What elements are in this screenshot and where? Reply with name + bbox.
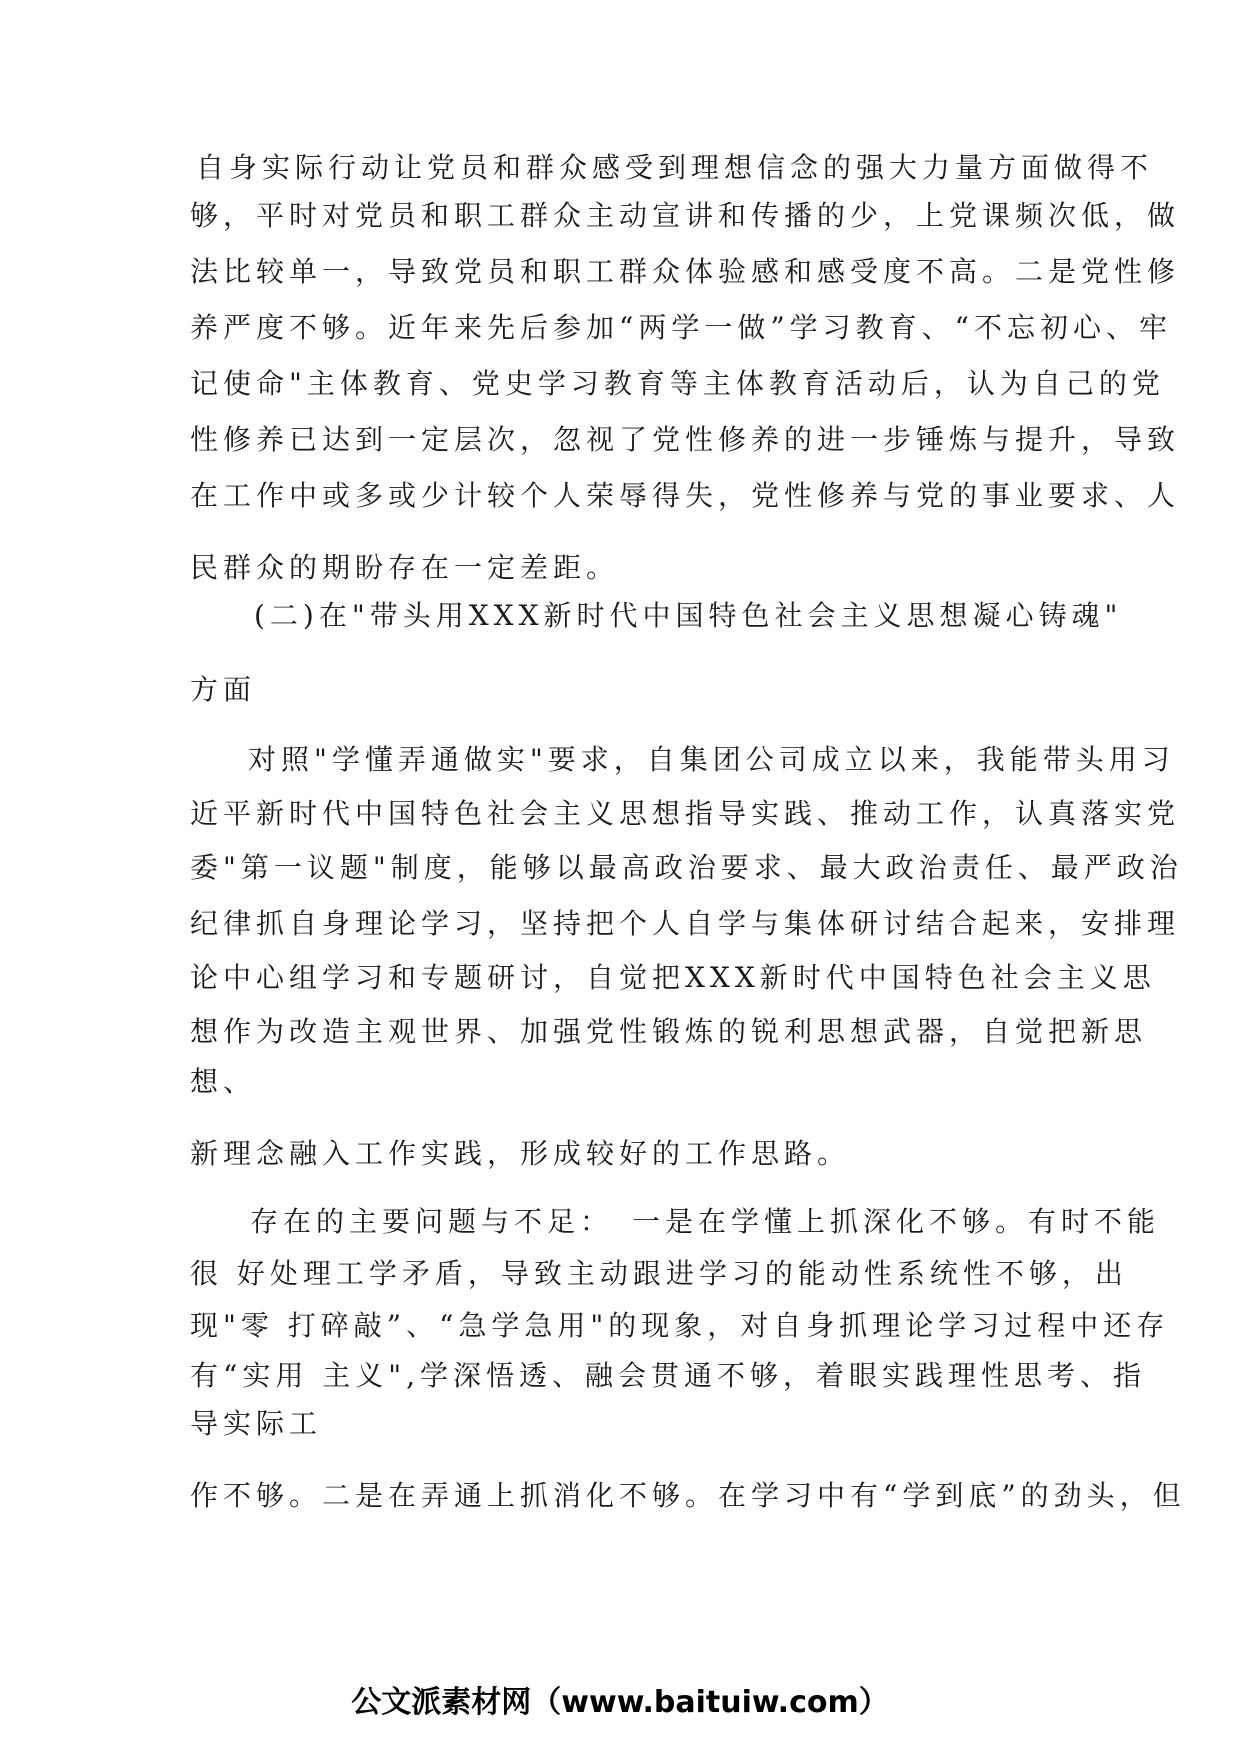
text-line: 很 好处理工学矛盾，导致主动跟进学习的能动性系统性不够，出: [190, 1257, 1128, 1290]
text-line: 记使命"主体教育、党史学习教育等主体教育活动后，认为自己的党: [190, 367, 1165, 400]
text-line: 新理念融入工作实践，形成较好的工作思路。: [190, 1137, 851, 1170]
text-line: 想作为改造主观世界、加强党性锻炼的锐利思想武器，自觉把新思: [190, 1015, 1148, 1048]
section-heading-continuation: 方面: [190, 673, 257, 706]
text-line: 近平新时代中国特色社会主义思想指导实践、推动工作，认真落实党: [190, 797, 1181, 830]
text-line: 想、: [190, 1065, 257, 1098]
text-line: 有“实用 主义",学深悟透、融会贯通不够，着眼实践理性思考、指: [190, 1359, 1146, 1392]
footer-watermark: 公文派素材网（www.baituiw.com）: [351, 1685, 889, 1720]
text-line: 作不够。二是在弄通上抓消化不够。在学习中有“学到底”的劲头，但: [190, 1479, 1186, 1512]
text-line: 委"第一议题"制度，能够以最高政治要求、最大政治责任、最严政治: [190, 851, 1183, 884]
text-line: 在工作中或多或少计较个人荣辱得失，党性修养与党的事业要求、人: [190, 479, 1181, 512]
section-heading: (二)在"带头用XXX新时代中国特色社会主义思想凝心铸魂": [254, 599, 1123, 632]
text-line: 法比较单一，导致党员和职工群众体验感和感受度不高。二是党性修: [190, 255, 1181, 288]
text-line: 性修养已达到一定层次，忽视了党性修养的进一步锤炼与提升，导致: [190, 423, 1181, 456]
text-line: 对照"学懂弄通做实"要求，自集团公司成立以来，我能带头用习: [248, 743, 1175, 776]
text-line: 论中心组学习和专题研讨，自觉把XXX新时代中国特色社会主义思: [190, 961, 1156, 994]
text-line: 养严度不够。近年来先后参加“两学一做”学习教育、“不忘初心、牢: [190, 311, 1172, 344]
text-line: 民群众的期盼存在一定差距。: [190, 551, 620, 584]
text-line: 够，平时对党员和职工群众主动宣讲和传播的少，上党课频次低，做: [190, 199, 1181, 232]
text-line: 导实际工: [190, 1407, 323, 1440]
text-line: 现"零 打碎敲”、“急学急用"的现象，对自身抓理论学习过程中还存: [190, 1309, 1170, 1342]
text-line: 存在的主要问题与不足： 一是在学懂上抓深化不够。有时不能: [250, 1205, 1161, 1238]
text-line: 自身实际行动让党员和群众感受到理想信念的强大力量方面做得不: [196, 151, 1154, 184]
text-line: 纪律抓自身理论学习，坚持把个人自学与集体研讨结合起来，安排理: [190, 907, 1181, 940]
